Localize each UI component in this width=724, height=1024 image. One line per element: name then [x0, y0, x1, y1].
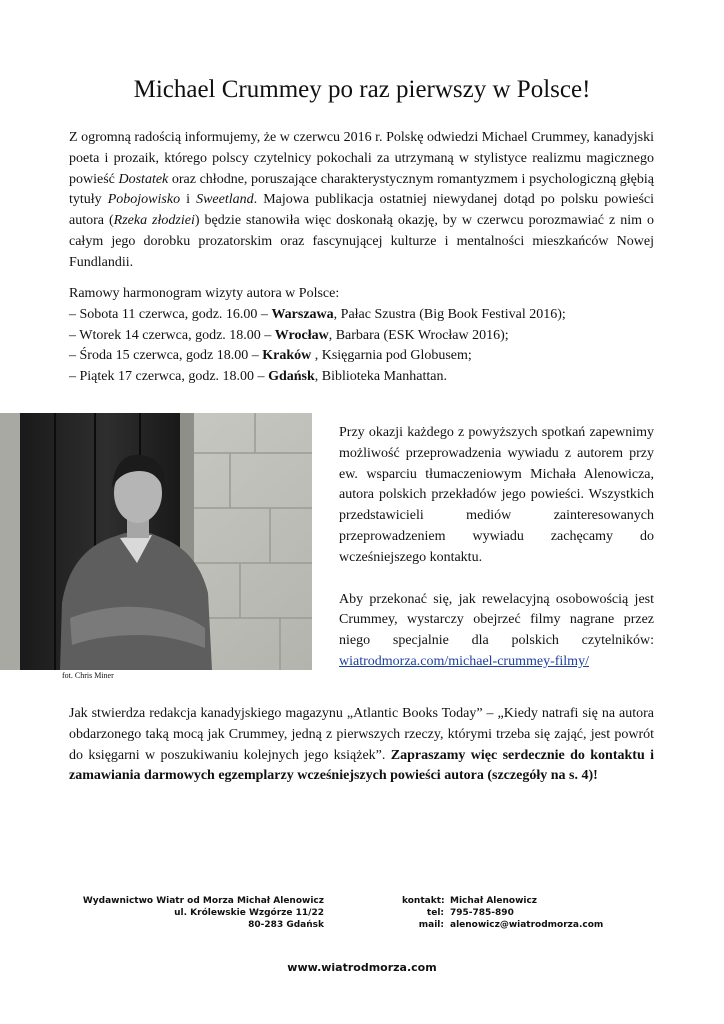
intro-text: ) będzie stanowiła więc doskonałą okazję, by w czerwcu porozmawiać z nim o całym jego dorobku prozatorskim oraz fascynującej kulturze i mentalności mieszkańców Nowej Fundlandii. — [69, 213, 654, 270]
schedule-item — [69, 367, 654, 388]
schedule-city: Warszawa — [271, 306, 334, 322]
author-photo-illustration — [0, 413, 312, 670]
contact-name: Michał Alenowicz — [450, 896, 538, 906]
publisher-address — [83, 895, 324, 931]
interview-paragraph: Przy okazji każdego z powyższych spotkań zapewnimy możliwość przeprowadzenia wywiadu z autorem przy ew. wsparciu tłumaczeniowym Michała Alenowicza, autora polskich przekładów jego powieści. Wszystkich przedstawicieli mediów zainteresowanych przeprowadzeniem wywiadu zachęcamy do wcześniejszego kontaktu. — [339, 425, 654, 565]
mail-label: mail: — [418, 920, 444, 930]
publisher-name: Wydawnictwo Wiatr od Morza Michał Alenowicz — [82, 896, 324, 906]
schedule — [69, 284, 654, 388]
page-title: Michael Crummey po raz pierwszy w Polsce! — [133, 76, 591, 103]
schedule-venue: , Barbara (ESK Wrocław 2016); — [328, 327, 509, 343]
closing-invitation: Zapraszamy więc serdecznie do kontaktu i zamawiania darmowych egzemplarzy wcześniejszych powieści autora (szczegóły na s. 4)! — [69, 747, 654, 784]
contact-block — [402, 895, 603, 931]
photo-caption: fot. Chris Miner — [62, 671, 114, 680]
publisher-city: 80-283 Gdańsk — [248, 920, 324, 930]
films-paragraph — [339, 590, 654, 673]
contact-label: kontakt: — [402, 896, 445, 906]
schedule-city: Kraków — [262, 348, 312, 364]
website-url: www.wiatrodmorza.com — [287, 961, 437, 974]
schedule-heading: Ramowy harmonogram wizyty autora w Polsce: — [69, 286, 340, 301]
tel-label: tel: — [426, 908, 444, 918]
schedule-city: Gdańsk — [268, 369, 315, 385]
schedule-date: – Wtorek 14 czerwca, godz. 18.00 – — [69, 327, 275, 343]
intro-paragraph — [69, 128, 654, 274]
schedule-item — [69, 346, 654, 367]
mail-row — [402, 919, 603, 931]
book-title: Pobojowisko — [107, 192, 181, 208]
mail-value: alenowicz@wiatrodmorza.com — [450, 920, 604, 930]
schedule-date: – Sobota 11 czerwca, godz. 16.00 – — [69, 306, 272, 322]
author-photo — [0, 413, 312, 670]
schedule-item — [69, 305, 654, 326]
closing-paragraph — [69, 704, 654, 787]
schedule-date: – Środa 15 czerwca, godz 18.00 – — [69, 348, 263, 364]
schedule-item — [69, 326, 654, 347]
book-title: Rzeka złodziei — [113, 213, 195, 229]
schedule-city: Wrocław — [274, 327, 329, 343]
schedule-venue: , Księgarnia pod Globusem; — [311, 348, 472, 364]
schedule-date: – Piątek 17 czerwca, godz. 18.00 – — [69, 369, 269, 385]
book-title: Sweetland — [196, 192, 254, 208]
tel-row — [402, 907, 603, 919]
tel-value: 795-785-890 — [450, 908, 514, 918]
publisher-street: ul. Królewskie Wzgórze 11/22 — [174, 908, 324, 918]
interview-section — [339, 423, 654, 673]
contact-row — [402, 895, 603, 907]
films-text: Aby przekonać się, jak rewelacyjną osobowością jest Crummey, wystarczy obejrzeć filmy nagrane przez niego specjalnie dla polskich czytelników: — [339, 591, 654, 649]
intro-text: Z ogromną radością informujemy, że w czerwcu 2016 r. Polskę odwiedzi Michael Crummey, kanadyjski poeta i prozaik, którego polscy czytelnicy pokochali za utrzymaną w stylistyce realizmu magicznego powieść — [69, 130, 654, 187]
closing-text: Jak stwierdza redakcja kanadyjskiego magazynu „Atlantic Books Today” – „Kiedy natrafi się na autora obdarzonego taką mocą jak Crummey, jedną z pierwszych rzeczy, którymi trzeba się zająć, jest powrót do księgarni w poszukiwaniu kolejnych jego książek”. — [69, 706, 654, 763]
intro-text: . Majowa publikacja ostatniej niewydanej dotąd po polsku powieści autora ( — [69, 192, 654, 229]
films-link[interactable]: wiatrodmorza.com/michael-crummey-filmy/ — [339, 653, 589, 669]
intro-text: i — [180, 192, 197, 208]
intro-text: oraz chłodne, poruszające charakterystycznym romantyzmem i psychologiczną głębią tytuły — [69, 171, 654, 208]
book-title: Dostatek — [118, 171, 169, 187]
schedule-venue: , Biblioteka Manhattan. — [314, 369, 447, 385]
schedule-venue: , Pałac Szustra (Big Book Festival 2016); — [333, 306, 566, 322]
